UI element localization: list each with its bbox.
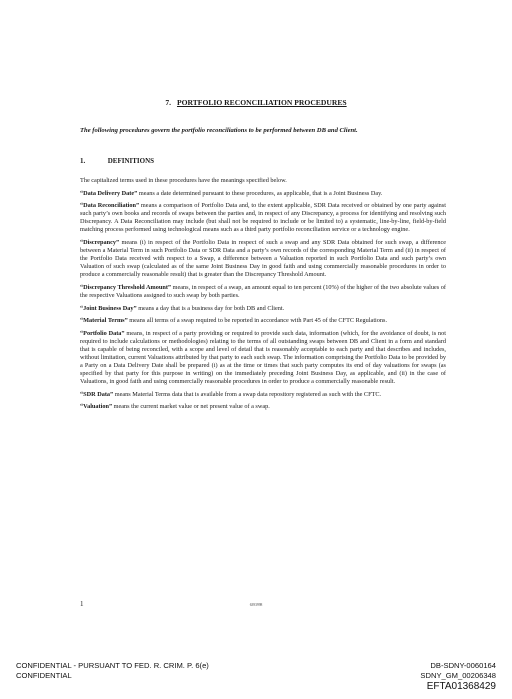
definition-paragraph (80, 305, 446, 313)
title-number: 7. (165, 98, 172, 107)
page-number: 1 (80, 600, 84, 608)
document-id: 6393998 (249, 603, 263, 607)
section-heading (80, 157, 154, 165)
defined-term: “Data Delivery Date” (80, 189, 138, 197)
definition-paragraph (80, 284, 446, 300)
definition-text: means all terms of a swap required to be reported in accordance with Part 45 of the CFTC Regulations. (127, 317, 388, 325)
defined-term: “Material Terms” (80, 317, 128, 325)
confidential-label: CONFIDENTIAL (16, 671, 72, 680)
lead-paragraph: The capitalized terms used in these procedures have the meanings specified below. (80, 177, 287, 184)
defined-term: “SDR Data” (80, 390, 114, 398)
section-heading-text: DEFINITIONS (107, 157, 155, 165)
bates-number-db: DB-SDNY-0060164 (430, 661, 496, 670)
definition-paragraph (80, 239, 446, 279)
definition-text: means, in respect of a party providing or required to provide such data, information (which, for the avoidance of doubt, is not required to include calculations or methodologies) relating to the terms of all outstanding swaps between DB and Client in a form and standard that is capable of being reconciled, with a scope and level of detail that is reasonably acceptable to each party and that describes and includes, without limitation, current Valuations attributed by that party to each such swap. The information comprising the Portfolio Data to be provided by a Party on a Data Delivery Date shall be prepared (i) as at the time or times that such party computes its end of day valuations for swaps (as specified by that party for this purpose in writing) on the immediately preceding Joint Business Day, as applicable, and (ii) in the case of Valuations, in good faith and using commercially reasonable procedures in order to produce a commercially reasonable result. (80, 329, 446, 386)
definition-paragraph (80, 202, 446, 234)
definition-paragraph (80, 317, 446, 325)
defined-term: “Joint Business Day” (80, 304, 137, 312)
definition-text: means, in respect of a swap, an amount equal to ten percent (10%) of the higher of the two absolute values of the respective Valuations assigned to such swap by both parties. (80, 283, 446, 299)
definitions-body (80, 177, 446, 416)
definition-paragraph (80, 391, 446, 399)
definition-paragraph (80, 190, 446, 198)
definition-paragraph (80, 403, 446, 411)
bates-footer (420, 661, 496, 681)
bates-number-sdny: SDNY_GM_00206348 (420, 671, 496, 680)
definition-text: means a day that is a business day for both DB and Client. (136, 304, 285, 312)
section-number: 1. (80, 157, 86, 165)
defined-term: “Discrepancy” (80, 239, 120, 247)
defined-term: “Valuation” (80, 403, 113, 411)
definition-text: means (i) in respect of the Portfolio Data in respect of such a swap and any SDR Data obtained for such swap, a difference between a Material Term in such Portfolio Data or SDR Data and a party’s own records of the corresponding Material Term and (ii) in respect of the Portfolio Data received with respect to a Swap, a difference between a Valuation reported in such Portfolio Data and such party’s own Valuation of such swap (calculated as of the same Joint Business Day in good faith and using commercially reasonable procedures in order to produce a commercially reasonable result) that is greater than the Discrepancy Threshold Amount. (80, 239, 446, 279)
intro-statement: The following procedures govern the portfolio reconciliations to be performed between DB and Client. (80, 127, 358, 134)
confidential-notice: CONFIDENTIAL - PURSUANT TO FED. R. CRIM. P. 6(e) (16, 661, 209, 670)
defined-term: “Discrepancy Threshold Amount” (80, 283, 172, 291)
efta-number: EFTA01368429 (426, 681, 496, 692)
defined-term: “Data Reconciliation” (80, 202, 140, 210)
defined-term: “Portfolio Data” (80, 329, 125, 337)
definition-text: means a date determined pursuant to these procedures, as applicable, that is a Joint Business Day. (137, 189, 383, 197)
confidentiality-footer (16, 661, 209, 681)
definition-text: means Material Terms data that is available from a swap data repository registered as such with the CFTC. (113, 390, 382, 398)
title-text: PORTFOLIO RECONCILIATION PROCEDURES (176, 98, 347, 107)
definition-paragraph (80, 330, 446, 386)
definition-text: means a comparison of Portfolio Data and, to the extent applicable, SDR Data received or obtained by one party against such party’s own books and records of swaps between the parties and, in respect of any Discrepancy, a process for identifying and resolving such Discrepancy. A Data Reconciliation may include (but shall not be required to include or be limited to) a systematic, line-by-line, field-by-field matching process performed using technological means such as a third party portfolio reconciliation service or a technology engine. (80, 202, 446, 234)
page-title (0, 98, 512, 107)
definition-text: means the current market value or net present value of a swap. (112, 403, 270, 411)
